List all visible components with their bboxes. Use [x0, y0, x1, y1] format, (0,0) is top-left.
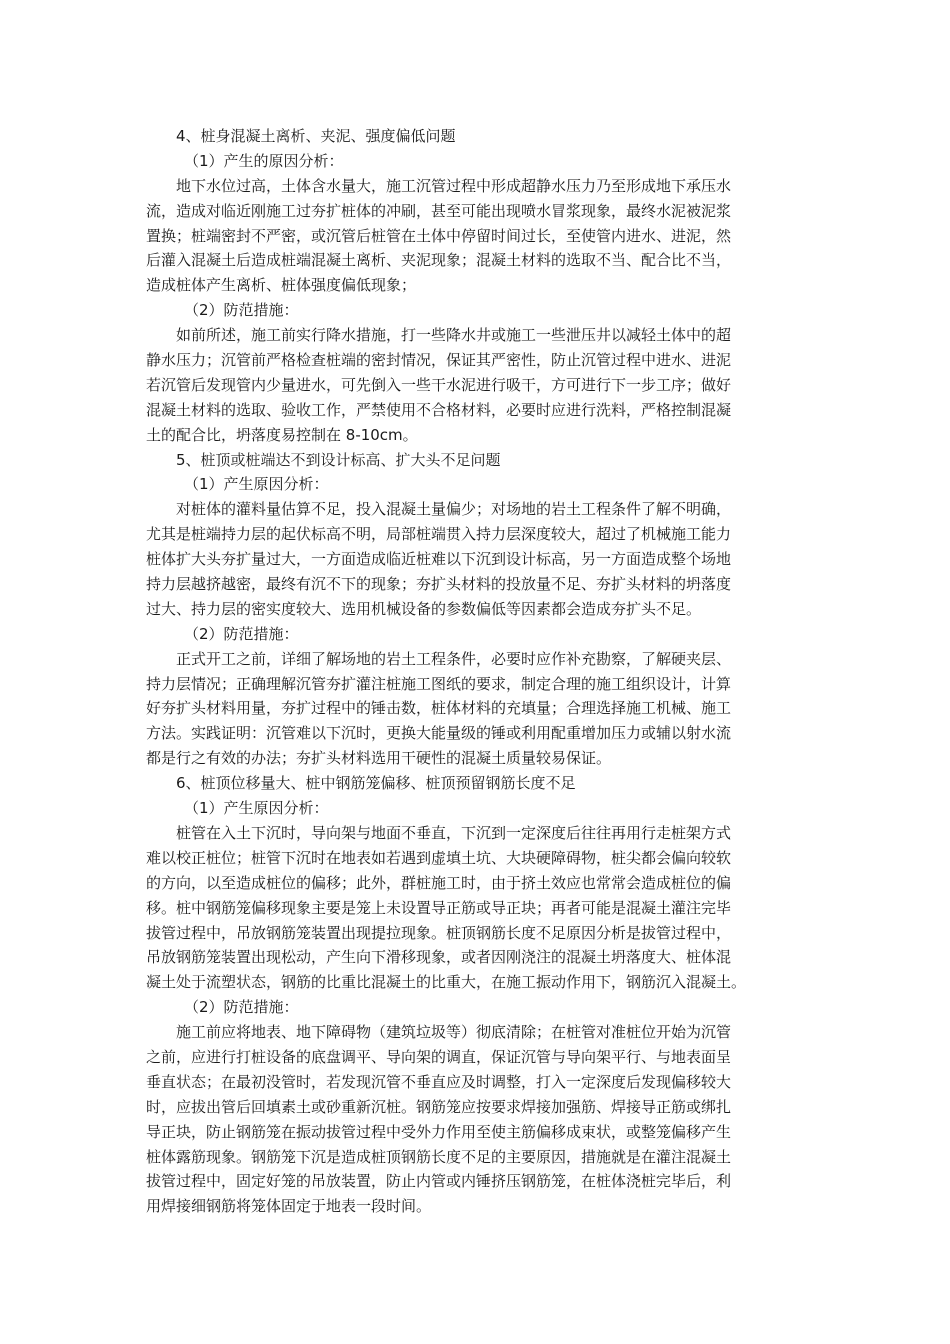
text-line: （2）防范措施： [184, 998, 299, 1017]
section-heading [146, 771, 806, 796]
text-line: 土的配合比，坍落度易控制在 8-10cm。 [146, 425, 418, 444]
text-line: 正式开工之前，详细了解场地的岩土工程条件，必要时应作补充勘察，了解硬夹层、 [176, 649, 732, 668]
text-line: 移。桩中钢筋笼偏移现象主要是笼上未设置导正筋或导正块；再者可能是混凝土灌注完毕 [146, 898, 732, 917]
text-line: 桩体扩大头夯扩量过大，一方面造成临近桩难以下沉到设计标高，另一方面造成整个场地 [146, 550, 732, 569]
body-paragraph [146, 1020, 806, 1219]
body-paragraph [146, 174, 806, 298]
text-line: 时，应拔出管后回填素土或砂重新沉桩。钢筋笼应按要求焊接加强筋、焊接导正筋或绑扎 [146, 1097, 732, 1116]
text-line: 持力层情况；正确理解沉管夯扩灌注桩施工图纸的要求，制定合理的施工组织设计，计算 [146, 674, 732, 693]
text-line: 导正块，防止钢筋笼在振动拔管过程中受外力作用至使主筋偏移成束状，或整笼偏移产生 [146, 1122, 732, 1141]
subsection-heading [146, 298, 806, 323]
text-line: （1）产生原因分析： [184, 799, 329, 818]
section-heading [146, 448, 806, 473]
subsection-heading [146, 995, 806, 1020]
text-line: 的方向，以至造成桩位的偏移；此外，群桩施工时，由于挤土效应也常常会造成桩位的偏 [146, 873, 732, 892]
text-line: 好夯扩头材料用量，夯扩过程中的锤击数，桩体材料的充填量；合理选择施工机械、施工 [146, 699, 732, 718]
subsection-heading [146, 622, 806, 647]
text-line: 拔管过程中，固定好笼的吊放装置，防止内管或内锤挤压钢筋笼，在桩体浇桩完毕后，利 [146, 1172, 732, 1191]
text-line: 后灌入混凝土后造成桩端混凝土离析、夹泥现象；混凝土材料的选取不当、配合比不当， [146, 251, 732, 270]
text-line: 拔管过程中，吊放钢筋笼装置出现提拉现象。桩顶钢筋长度不足原因分析是拔管过程中， [146, 923, 732, 942]
text-line: 方法。实践证明：沉管难以下沉时，更换大能量级的锤或利用配重增加压力或辅以射水流 [146, 724, 732, 743]
text-line: 混凝土材料的选取、验收工作，严禁使用不合格材料，必要时应进行洗料，严格控制混凝 [146, 400, 732, 419]
section-heading [146, 124, 806, 149]
text-line: 流，造成对临近刚施工过夯扩桩体的冲刷，甚至可能出现喷水冒浆现象，最终水泥被泥浆 [146, 201, 732, 220]
text-line: （2）防范措施： [184, 301, 299, 320]
text-line: 桩管在入土下沉时，导向架与地面不垂直，下沉到一定深度后往往再用行走桩架方式 [176, 823, 732, 842]
text-line: 凝土处于流塑状态，钢筋的比重比混凝土的比重大，在施工振动作用下，钢筋沉入混凝土。 [146, 973, 747, 992]
subsection-heading [146, 149, 806, 174]
text-line: 过大、持力层的密实度较大、选用机械设备的参数偏低等因素都会造成夯扩头不足。 [146, 599, 702, 618]
text-line: 4、桩身混凝土离析、夹泥、强度偏低问题 [176, 127, 456, 145]
text-line: 如前所述，施工前实行降水措施，打一些降水井或施工一些泄压井以减轻土体中的超 [176, 326, 732, 345]
text-line: 对桩体的灌料量估算不足，投入混凝土量偏少；对场地的岩土工程条件了解不明确， [176, 500, 732, 519]
text-line: 地下水位过高，土体含水量大，施工沉管过程中形成超静水压力乃至形成地下承压水 [176, 176, 732, 195]
text-line: 都是行之有效的办法；夯扩头材料选用干硬性的混凝土质量较易保证。 [146, 749, 612, 768]
subsection-heading [146, 472, 806, 497]
text-line: （1）产生的原因分析： [184, 151, 344, 170]
text-line: 持力层越挤越密，最终有沉不下的现象；夯扩头材料的投放量不足、夯扩头材料的坍落度 [146, 575, 732, 594]
subsection-heading [146, 796, 806, 821]
text-line: 静水压力；沉管前严格检查桩端的密封情况，保证其严密性，防止沉管过程中进水、进泥 [146, 351, 732, 370]
text-line: 吊放钢筋笼装置出现松动，产生向下滑移现象，或者因刚浇注的混凝土坍落度大、桩体混 [146, 948, 732, 967]
text-line: 桩体露筋现象。钢筋笼下沉是造成桩顶钢筋长度不足的主要原因，措施就是在灌注混凝土 [146, 1147, 732, 1166]
text-line: 难以校正桩位；桩管下沉时在地表如若遇到虚填土坑、大块硬障碍物，桩尖都会偏向较软 [146, 848, 732, 867]
text-line: 施工前应将地表、地下障碍物（建筑垃圾等）彻底清除；在桩管对准桩位开始为沉管 [176, 1023, 732, 1042]
document-body [146, 124, 806, 1219]
text-line: 垂直状态；在最初没管时，若发现沉管不垂直应及时调整，打入一定深度后发现偏移较大 [146, 1072, 732, 1091]
body-paragraph [146, 647, 806, 771]
text-line: 6、桩顶位移量大、桩中钢筋笼偏移、桩顶预留钢筋长度不足 [176, 774, 576, 793]
text-line: （1）产生原因分析： [184, 475, 329, 494]
text-line: 用焊接细钢筋将笼体固定于地表一段时间。 [146, 1197, 432, 1216]
text-line: 之前，应进行打桩设备的底盘调平、导向架的调直，保证沉管与导向架平行、与地表面呈 [146, 1047, 732, 1066]
body-paragraph [146, 323, 806, 447]
text-line: 若沉管后发现管内少量进水，可先倒入一些干水泥进行吸干，方可进行下一步工序；做好 [146, 375, 732, 394]
text-line: 5、桩顶或桩端达不到设计标高、扩大头不足问题 [176, 450, 501, 469]
text-line: 造成桩体产生离析、桩体强度偏低现象； [146, 276, 417, 295]
body-paragraph [146, 821, 806, 995]
text-line: 置换；桩端密封不严密，或沉管后桩管在土体中停留时间过长，至使管内进水、进泥，然 [146, 226, 732, 245]
body-paragraph [146, 497, 806, 621]
text-line: （2）防范措施： [184, 624, 299, 643]
text-line: 尤其是桩端持力层的起伏标高不明，局部桩端贯入持力层深度较大，超过了机械施工能力 [146, 525, 732, 544]
